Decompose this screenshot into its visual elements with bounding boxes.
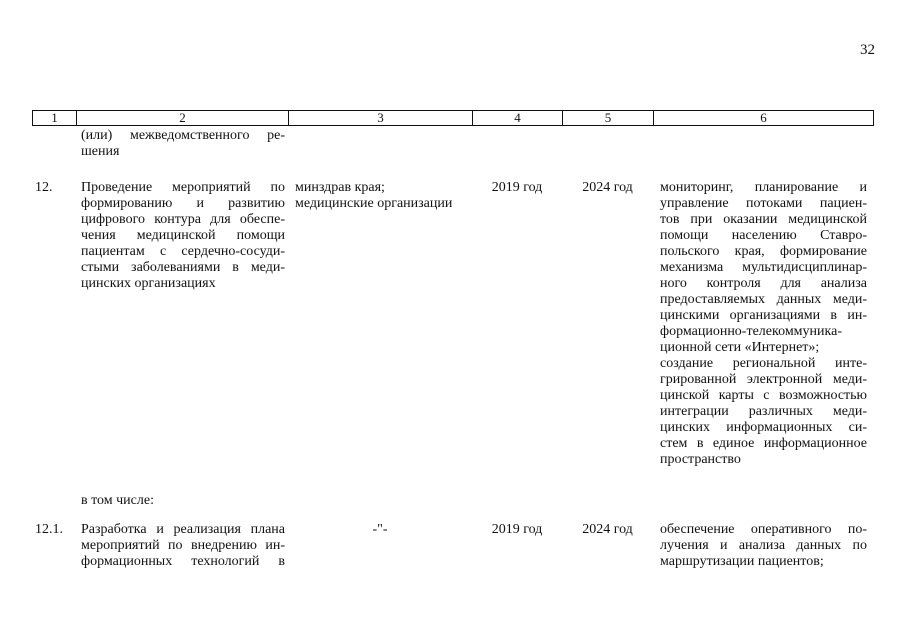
header-col-4: 4 xyxy=(473,111,563,125)
continuation-text xyxy=(81,128,285,160)
text-line: грированной электронной меди- xyxy=(660,372,867,387)
text-line: чения медицинской помощи xyxy=(81,228,285,243)
text-line: стыми заболеваниями в меди- xyxy=(81,260,285,275)
text-line: медицинские организации xyxy=(295,196,453,211)
header-col-2: 2 xyxy=(77,111,289,125)
text-line: формационно-телекоммуника- xyxy=(660,324,842,339)
row-12-end-year: 2024 год xyxy=(582,180,633,195)
text-line: пространство xyxy=(660,452,741,467)
text-line: пациентам с сердечно-сосуди- xyxy=(81,244,285,259)
header-col-1: 1 xyxy=(33,111,77,125)
text-line: Разработка и реализация плана xyxy=(81,522,285,537)
text-line: интеграции различных меди- xyxy=(660,404,867,419)
row-12-result xyxy=(660,180,867,468)
text-line: цинской карты с возможностью xyxy=(660,388,867,403)
row-12-1-number: 12.1. xyxy=(35,522,63,537)
text-line: (или) межведомственного ре- xyxy=(81,128,285,143)
text-line: управление потоками пациен- xyxy=(660,196,867,211)
text-line: польского края, формирование xyxy=(660,244,867,259)
text-line: маршрутизации пациентов; xyxy=(660,554,824,569)
text-line: лучения и анализа данных по xyxy=(660,538,867,553)
header-col-6: 6 xyxy=(760,110,767,125)
text-line: цифрового контура для обеспе- xyxy=(81,212,285,227)
text-line: шения xyxy=(81,144,120,159)
text-line: формационных технологий в xyxy=(81,554,285,569)
text-line: цинских организациях xyxy=(81,276,216,291)
row-12-1-end-year: 2024 год xyxy=(582,522,633,537)
page-number: 32 xyxy=(860,42,875,58)
text-line: стем в единое информационное xyxy=(660,436,867,451)
text-line: цинских информационных си- xyxy=(660,420,867,435)
row-12-1-executors: -"- xyxy=(372,522,388,537)
text-line: Проведение мероприятий по xyxy=(81,180,285,195)
table-header-row xyxy=(32,110,874,126)
text-line: предоставляемых данных меди- xyxy=(660,292,867,307)
including-label: в том числе: xyxy=(81,493,154,508)
text-line: помощи населению Ставро- xyxy=(660,228,867,243)
row-12-executors xyxy=(295,180,473,212)
text-line: формированию и развитию xyxy=(81,196,285,211)
text-line: тов при оказании медицинской xyxy=(660,212,867,227)
row-12-number: 12. xyxy=(35,180,53,195)
header-col-5: 5 xyxy=(563,111,654,125)
text-line: мероприятий по внедрению ин- xyxy=(81,538,285,553)
row-12-start-year: 2019 год xyxy=(491,180,543,195)
text-line: механизма мультидисциплинар- xyxy=(660,260,867,275)
row-12-1-result xyxy=(660,522,867,570)
header-col-3: 3 xyxy=(289,111,473,125)
row-12-name xyxy=(81,180,285,292)
text-line: ционной сети «Интернет»; xyxy=(660,340,820,355)
text-line: ного контроля для анализа xyxy=(660,276,867,291)
row-12-1-name xyxy=(81,522,285,570)
text-line: мониторинг, планирование и xyxy=(660,180,867,195)
text-line: цинскими организациями в ин- xyxy=(660,308,867,323)
text-line: минздрав края; xyxy=(295,180,385,195)
row-12-1-start-year: 2019 год xyxy=(491,522,543,537)
text-line: создание региональной инте- xyxy=(660,356,867,371)
text-line: обеспечение оперативного по- xyxy=(660,522,867,537)
